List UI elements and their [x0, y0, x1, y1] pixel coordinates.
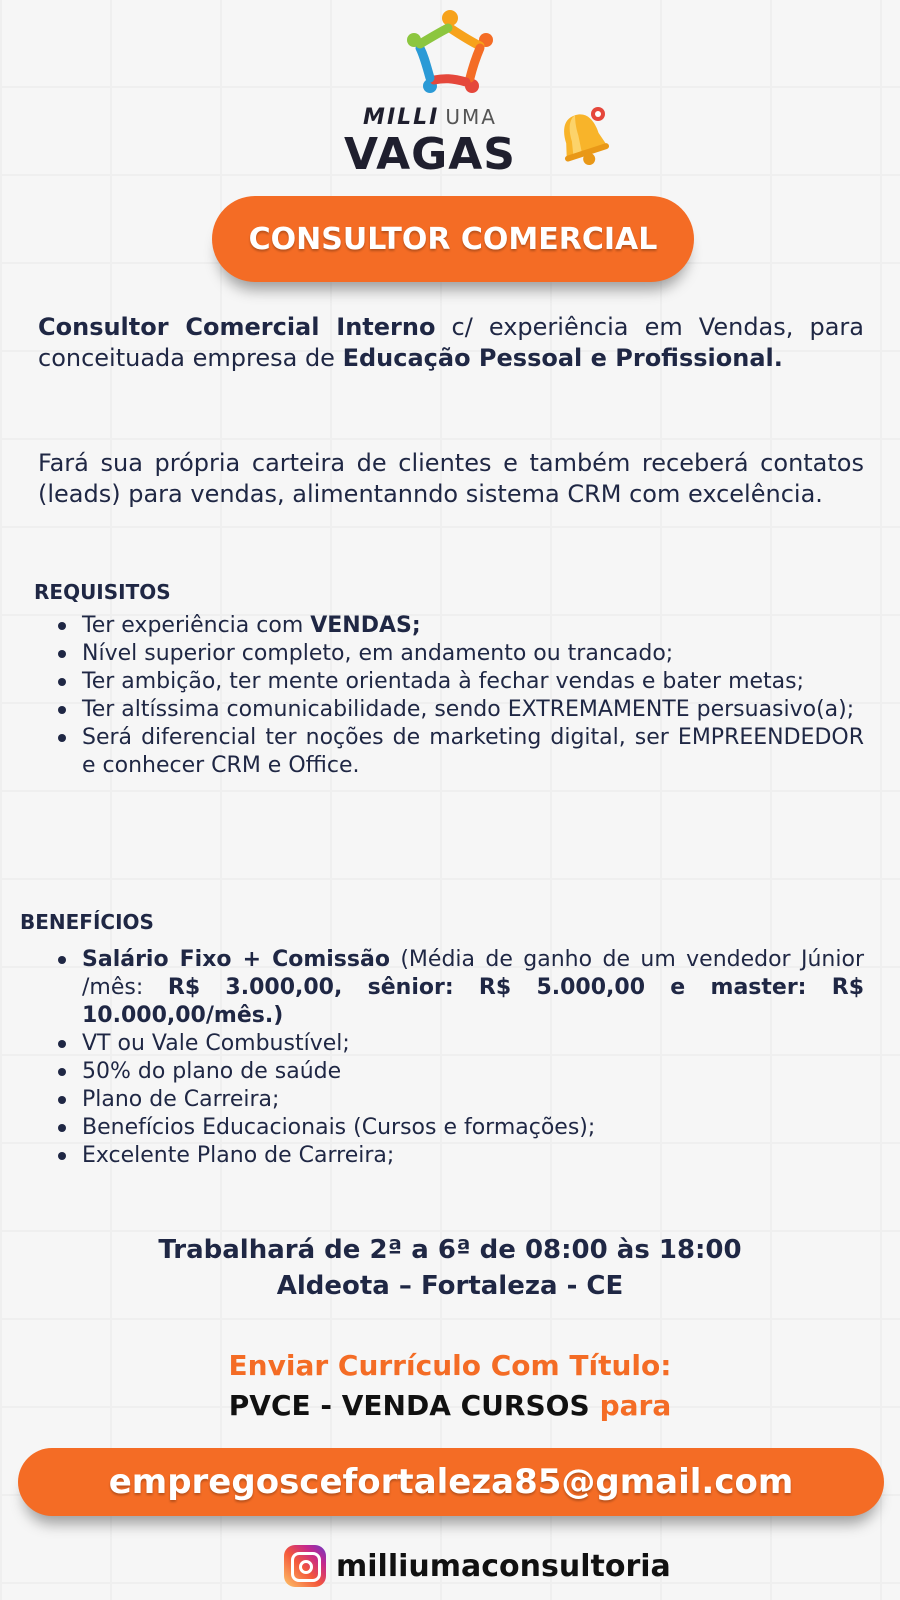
subject-suffix: para — [599, 1389, 672, 1422]
brand-name-bold: MILLI — [363, 105, 440, 130]
instagram-icon — [284, 1545, 326, 1587]
logo-people-icon — [400, 6, 500, 98]
list-item: 50% do plano de saúde — [52, 1058, 864, 1086]
schedule-block — [0, 1232, 900, 1304]
send-instruction: Enviar Currículo Com Título: — [228, 1349, 672, 1382]
brand-name-vagas: VAGAS — [344, 129, 516, 180]
requirements-list — [52, 612, 864, 780]
brand-wordmark — [0, 104, 900, 179]
list-item: Ter altíssima comunicabilidade, sendo EXTREMAMENTE persuasivo(a); — [52, 696, 864, 724]
instagram-handle-link[interactable] — [284, 1544, 671, 1588]
intro-company-area: Educação Pessoal e Profissional. — [342, 344, 783, 372]
list-item: Ter ambição, ter mente orientada à fechar vendas e bater metas; — [52, 668, 864, 696]
list-item: Plano de Carreira; — [52, 1086, 864, 1114]
schedule-location: Aldeota – Fortaleza - CE — [276, 1271, 624, 1301]
list-item: Excelente Plano de Carreira; — [52, 1142, 864, 1170]
benefits-heading: BENEFÍCIOS — [20, 910, 154, 934]
requirements-heading: REQUISITOS — [34, 580, 171, 604]
benefits-list — [52, 946, 864, 1170]
bell-icon — [554, 104, 612, 170]
schedule-hours: Trabalhará de 2ª a 6ª de 08:00 às 18:00 — [158, 1235, 742, 1265]
brand-name-light: UMA — [445, 105, 497, 129]
list-item: Benefícios Educacionais (Cursos e formações); — [52, 1114, 864, 1142]
intro-paragraph — [38, 312, 864, 374]
list-item: Nível superior completo, em andamento ou trancado; — [52, 640, 864, 668]
intro-role: Consultor Comercial Interno — [38, 313, 436, 341]
instagram-handle: milliumaconsultoria — [336, 1548, 671, 1584]
description-paragraph: Fará sua própria carteira de clientes e também receberá contatos (leads) para vendas, alimentanndo sistema CRM com excelência. — [38, 449, 864, 508]
list-item: Salário Fixo + Comissão (Média de ganho de um vendedor Júnior /mês: R$ 3.000,00, sênior: R$ 5.000,00 e master: R$ 10.000,00/mês.) — [52, 946, 864, 1030]
subject-title: PVCE - VENDA CURSOS — [228, 1389, 590, 1422]
list-item: Ter experiência com VENDAS; — [52, 612, 864, 640]
list-item: Será diferencial ter noções de marketing digital, ser EMPREENDEDOR e conhecer CRM e Office. — [52, 724, 864, 780]
send-subject — [0, 1388, 900, 1424]
intro-text: c/ experiência em Vendas, para conceituada empresa de — [38, 313, 864, 372]
list-item: VT ou Vale Combustível; — [52, 1030, 864, 1058]
email-link[interactable]: empregoscefortaleza85@gmail.com — [18, 1448, 884, 1516]
job-title-banner: CONSULTOR COMERCIAL — [212, 196, 694, 282]
